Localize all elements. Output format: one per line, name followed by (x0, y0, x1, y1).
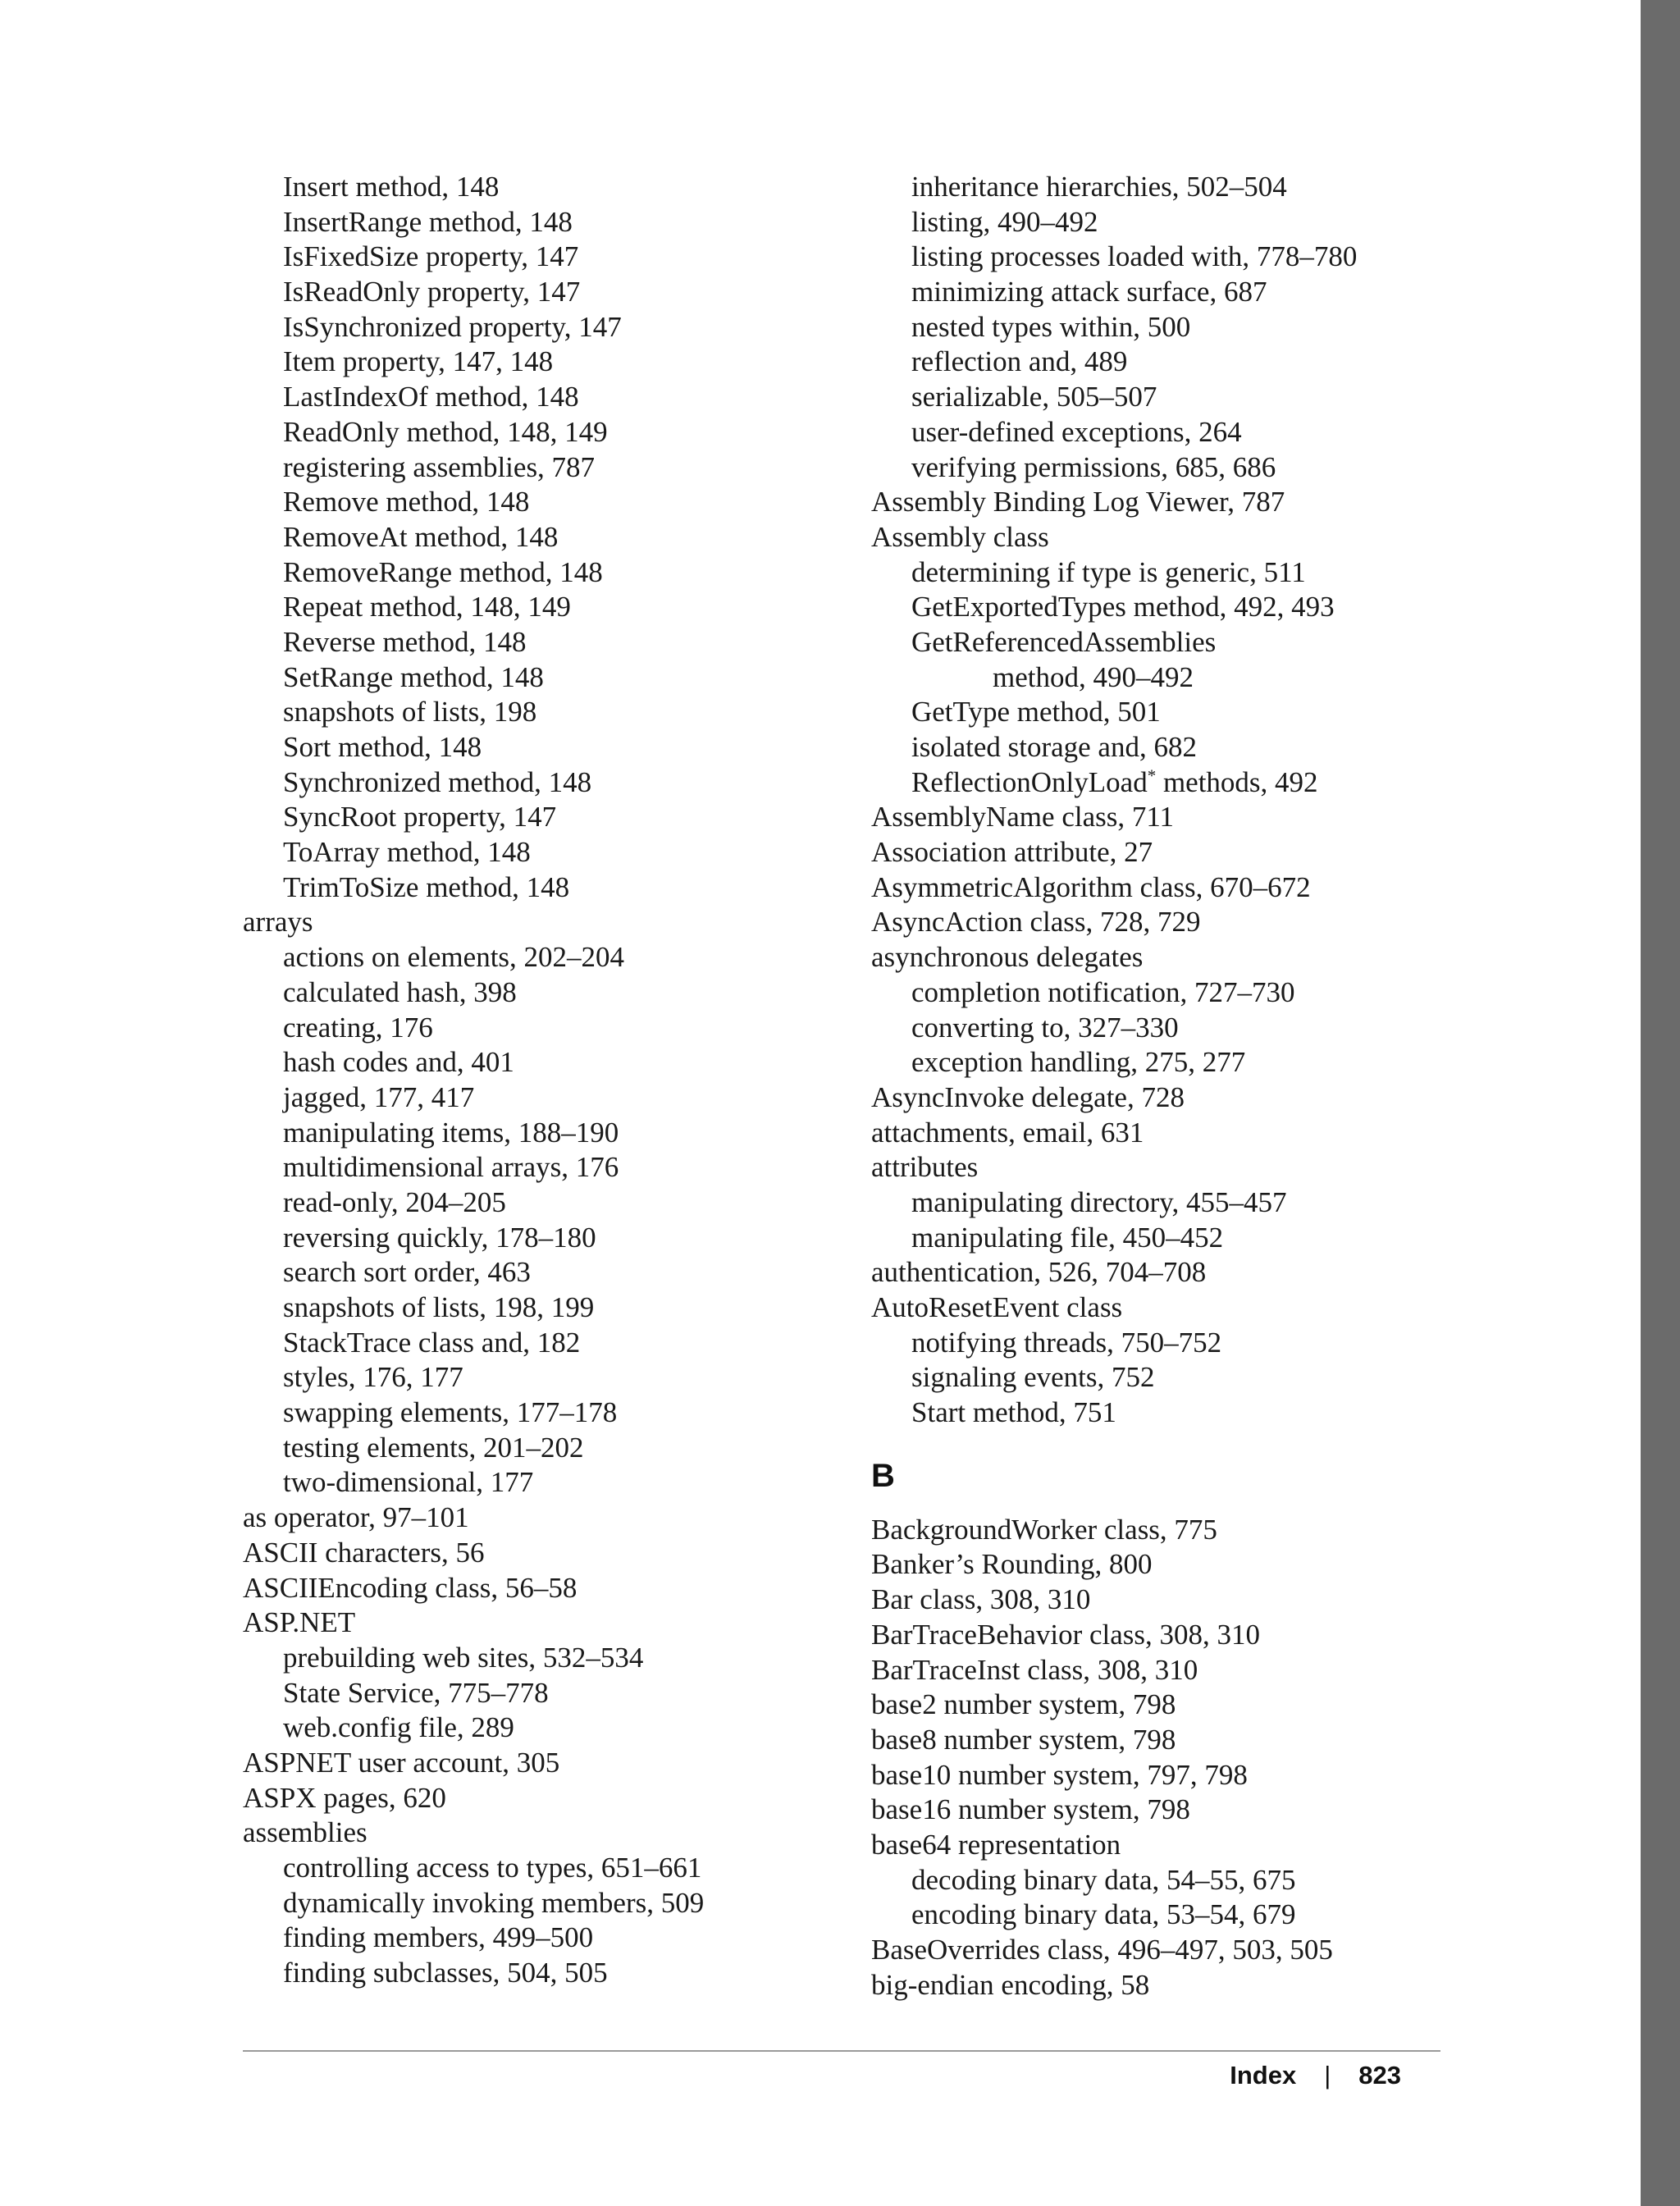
index-subentry: LastIndexOf method, 148 (283, 381, 579, 413)
superscript-asterisk: * (1147, 765, 1157, 786)
index-subentry: TrimToSize method, 148 (283, 870, 570, 903)
index-subentry: hash codes and, 401 (283, 1046, 514, 1079)
index-subentry: verifying permissions, 685, 686 (911, 450, 1276, 483)
index-subentry: dynamically invoking members, 509 (283, 1886, 705, 1919)
index-subentry: two-dimensional, 177 (283, 1466, 534, 1499)
index-subentry: Synchronized method, 148 (283, 765, 592, 798)
index-subentry: Sort method, 148 (283, 731, 482, 763)
index-subentry: decoding binary data, 54–55, 675 (911, 1863, 1296, 1896)
footer-rule (243, 2050, 1440, 2052)
index-subentry: manipulating file, 450–452 (911, 1221, 1224, 1254)
index-entry: AsymmetricAlgorithm class, 670–672 (871, 870, 1311, 903)
index-subentry: Repeat method, 148, 149 (283, 591, 571, 623)
index-subentry: snapshots of lists, 198, 199 (283, 1291, 595, 1323)
index-subentry: completion notification, 727–730 (911, 975, 1295, 1008)
index-subentry: Reverse method, 148 (283, 625, 527, 658)
index-subentry: testing elements, 201–202 (283, 1431, 584, 1464)
index-subentry: IsSynchronized property, 147 (283, 310, 622, 343)
index-entry: AutoResetEvent class (871, 1291, 1123, 1323)
section-letter-heading: B (871, 1457, 895, 1494)
index-subentry: isolated storage and, 682 (911, 731, 1197, 763)
index-subentry: Start method, 751 (911, 1396, 1116, 1429)
index-subentry: inheritance hierarchies, 502–504 (911, 171, 1287, 203)
index-subentry: SyncRoot property, 147 (283, 801, 557, 834)
index-column-right-a-entries (871, 170, 1495, 1431)
index-subentry: user-defined exceptions, 264 (911, 415, 1242, 448)
index-entry: ASCIIEncoding class, 56–58 (243, 1571, 578, 1604)
index-subentry: StackTrace class and, 182 (283, 1326, 581, 1359)
index-entry: base2 number system, 798 (871, 1688, 1176, 1721)
footer-section-label: Index (1230, 2061, 1297, 2090)
index-subentry: converting to, 327–330 (911, 1011, 1179, 1044)
index-entry: attachments, email, 631 (871, 1116, 1144, 1149)
index-entry: authentication, 526, 704–708 (871, 1256, 1207, 1289)
page-edge-strip (1641, 0, 1680, 2206)
index-entry: AsyncAction class, 728, 729 (871, 906, 1201, 939)
index-subentry: actions on elements, 202–204 (283, 941, 625, 974)
index-entry: base10 number system, 797, 798 (871, 1758, 1248, 1791)
index-subentry: prebuilding web sites, 532–534 (283, 1641, 644, 1674)
index-subentry: snapshots of lists, 198 (283, 696, 537, 728)
index-subentry: Remove method, 148 (283, 486, 530, 518)
index-subentry: search sort order, 463 (283, 1256, 531, 1289)
index-entry: Association attribute, 27 (871, 836, 1153, 869)
index-entry: AssemblyName class, 711 (871, 801, 1175, 834)
index-subentry: manipulating directory, 455–457 (911, 1185, 1287, 1218)
index-subentry: swapping elements, 177–178 (283, 1396, 618, 1429)
index-entry: ASCII characters, 56 (243, 1536, 485, 1569)
index-entry: ASPX pages, 620 (243, 1781, 446, 1814)
index-subentry: notifying threads, 750–752 (911, 1326, 1222, 1359)
index-entry: Bar class, 308, 310 (871, 1583, 1091, 1616)
index-subentry: IsReadOnly property, 147 (283, 276, 581, 308)
index-entry: ASPNET user account, 305 (243, 1746, 560, 1779)
index-subentry: GetType method, 501 (911, 696, 1161, 728)
index-subentry: State Service, 775–778 (283, 1676, 549, 1709)
footer-page-number: 823 (1358, 2061, 1401, 2090)
index-subentry: RemoveAt method, 148 (283, 520, 559, 553)
index-subentry: ReflectionOnlyLoad* methods, 492 (911, 765, 1318, 798)
index-subentry: web.config file, 289 (283, 1711, 514, 1744)
index-subentry: Insert method, 148 (283, 171, 500, 203)
index-subentry: calculated hash, 398 (283, 975, 517, 1008)
index-subentry: SetRange method, 148 (283, 660, 544, 693)
index-subentry: jagged, 177, 417 (283, 1080, 475, 1113)
index-subentry: read-only, 204–205 (283, 1185, 506, 1218)
index-entry: ASP.NET (243, 1606, 356, 1639)
footer-separator: | (1324, 2061, 1331, 2090)
index-subentry: listing processes loaded with, 778–780 (911, 240, 1358, 273)
index-subentry: controlling access to types, 651–661 (283, 1852, 702, 1884)
index-column-right (871, 170, 1495, 2003)
index-subentry: styles, 176, 177 (283, 1361, 463, 1394)
index-subentry: minimizing attack surface, 687 (911, 276, 1267, 308)
index-subentry: reflection and, 489 (911, 345, 1128, 378)
index-entry: Assembly Binding Log Viewer, 787 (871, 486, 1285, 518)
index-entry: base8 number system, 798 (871, 1723, 1176, 1756)
index-entry: arrays (243, 906, 313, 939)
index-entry: BaseOverrides class, 496–497, 503, 505 (871, 1934, 1333, 1966)
index-entry: Banker’s Rounding, 800 (871, 1548, 1153, 1581)
index-subentry: finding subclasses, 504, 505 (283, 1957, 608, 1989)
index-subentry: nested types within, 500 (911, 310, 1191, 343)
index-subentry: reversing quickly, 178–180 (283, 1221, 596, 1254)
index-subentry: ToArray method, 148 (283, 836, 531, 869)
index-subentry: registering assemblies, 787 (283, 450, 596, 483)
index-subentry: serializable, 505–507 (911, 381, 1157, 413)
index-entry: Assembly class (871, 520, 1049, 553)
index-entry: big-endian encoding, 58 (871, 1968, 1150, 2001)
index-subentry: manipulating items, 188–190 (283, 1116, 619, 1149)
index-entry: base16 number system, 798 (871, 1793, 1190, 1826)
index-subentry: listing, 490–492 (911, 205, 1098, 238)
running-footer (1230, 2055, 1401, 2096)
index-subentry: creating, 176 (283, 1011, 433, 1044)
index-subentry: InsertRange method, 148 (283, 205, 573, 238)
index-entry: BackgroundWorker class, 775 (871, 1513, 1217, 1546)
index-subentry: method, 490–492 (993, 660, 1194, 693)
index-entry: assemblies (243, 1816, 368, 1849)
index-subentry: multidimensional arrays, 176 (283, 1151, 619, 1184)
index-subentry: ReadOnly method, 148, 149 (283, 415, 608, 448)
index-entry: BarTraceInst class, 308, 310 (871, 1653, 1198, 1686)
index-entry: attributes (871, 1151, 979, 1184)
index-subentry: Item property, 147, 148 (283, 345, 554, 378)
index-entry: as operator, 97–101 (243, 1501, 469, 1534)
index-column-left (243, 170, 866, 1991)
index-entry: base64 representation (871, 1828, 1121, 1861)
index-subentry: IsFixedSize property, 147 (283, 240, 579, 273)
index-entry: BarTraceBehavior class, 308, 310 (871, 1618, 1261, 1651)
index-column-right-b-entries (871, 1513, 1495, 2003)
index-subentry: GetExportedTypes method, 492, 493 (911, 591, 1335, 623)
index-subentry: finding members, 499–500 (283, 1921, 594, 1954)
index-subentry: exception handling, 275, 277 (911, 1046, 1246, 1079)
index-subentry: determining if type is generic, 511 (911, 555, 1306, 588)
index-subentry: RemoveRange method, 148 (283, 555, 603, 588)
index-subentry: GetReferencedAssemblies (911, 625, 1217, 658)
index-subentry: encoding binary data, 53–54, 679 (911, 1898, 1296, 1931)
index-entry: AsyncInvoke delegate, 728 (871, 1080, 1185, 1113)
index-entry: asynchronous delegates (871, 941, 1144, 974)
index-subentry: signaling events, 752 (911, 1361, 1155, 1394)
